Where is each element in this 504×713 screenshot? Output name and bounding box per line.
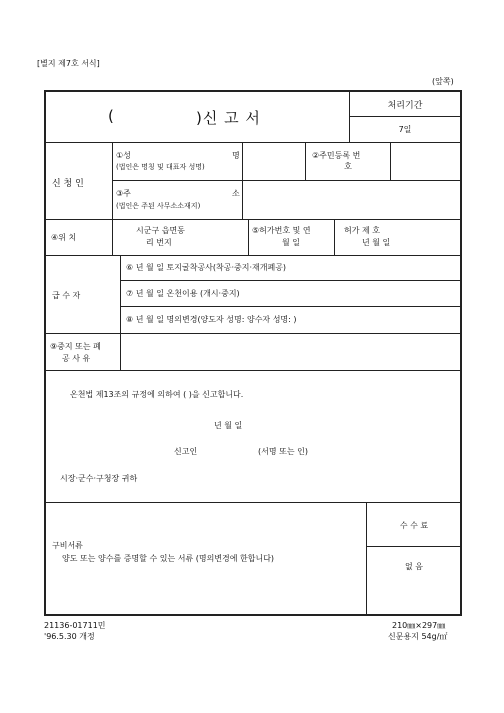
permit-value-left: [334, 219, 335, 255]
address-label-1: ③주: [116, 189, 131, 198]
name-sub: (법인은 명칭 및 대표자 성명): [116, 163, 205, 171]
paper-type: 신문용지 54g/㎡: [388, 632, 448, 641]
declaration-statement: 온천법 제13조의 규정에 의하여 ( )을 신고합니다.: [70, 390, 244, 399]
suspension-label-2: 공 사 유: [62, 354, 91, 363]
form-number: [별지 제7호 서식]: [37, 59, 100, 68]
addressee: 시장·군수·구청장 귀하: [60, 474, 138, 483]
name-label-2: 명: [232, 151, 240, 160]
row-line-4: [44, 333, 462, 334]
frame-top: [44, 90, 462, 92]
row-line-2: [44, 219, 462, 220]
frame-bottom: [44, 614, 462, 616]
form-title: )신 고 서: [196, 109, 261, 127]
report-col-divider: [120, 255, 121, 333]
district-line-1: 시군구 읍면동: [136, 226, 185, 235]
signature-label: (서명 또는 인): [258, 447, 308, 456]
district-line-2: 리 번지: [146, 238, 172, 247]
fee-col-divider: [366, 502, 367, 615]
reg-no-right: [390, 142, 391, 180]
title-open-paren: (: [108, 107, 114, 125]
frame-left: [44, 90, 46, 616]
suspension-col-divider: [120, 333, 121, 370]
documents-item: 양도 또는 양수를 증명할 수 있는 서류 (명의변경에 한합니다): [62, 554, 275, 563]
location-label: ④위 치: [51, 233, 77, 242]
documents-label: 구비서류: [52, 541, 83, 550]
address-value-left: [242, 180, 243, 219]
permit-no-line-2: 월 일: [282, 238, 300, 247]
revision-date: '96.5.30 개정: [44, 632, 95, 641]
permit-no-line-1: ⑤허가번호 및 연: [252, 226, 311, 235]
frame-right: [460, 90, 462, 616]
fee-divider: [366, 546, 461, 547]
permit-value-line-2: 년 월 일: [362, 238, 391, 247]
report-items-label: 급 수 자: [52, 291, 81, 300]
permit-label-left: [248, 219, 249, 255]
row-line-5: [44, 370, 462, 371]
reporter-label: 신고인: [174, 447, 198, 456]
row-line-1: [44, 142, 462, 143]
row-line-6: [44, 502, 462, 503]
applicant-label: 신 청 인: [52, 179, 84, 189]
fee-value: 없 음: [405, 562, 423, 571]
period-divider: [349, 116, 461, 117]
declaration-date: 년 월 일: [214, 421, 243, 430]
address-sub: (법인은 주된 사무소소재지): [116, 202, 201, 210]
fee-label: 수 수 료: [399, 521, 429, 530]
applicant-mid-line: [112, 180, 461, 181]
permit-value-line-1: 허가 제 호: [344, 226, 380, 235]
report-item-8: ⑧ 년 월 일 명의변경(양도자 성명: 양수자 성명: ): [126, 315, 297, 324]
suspension-label-1: ⑨중지 또는 폐: [50, 342, 101, 351]
front-side-label: (앞쪽): [432, 77, 454, 86]
reg-no-label: ②주민등록 번: [312, 151, 361, 160]
report-line-b: [120, 306, 461, 307]
name-label-1: ①성: [116, 151, 131, 160]
report-line-a: [120, 280, 461, 281]
report-item-7: ⑦ 년 월 일 온천이용 (개시·중지): [126, 289, 240, 298]
name-value-left: [242, 142, 243, 180]
paper-size: 210㎜×297㎜: [392, 621, 446, 630]
report-item-6: ⑥ 년 월 일 토지굴착공사(착공·중지·재개폐공): [126, 263, 287, 272]
row-line-3: [44, 255, 462, 256]
reg-no-label-2: 호: [344, 162, 352, 171]
processing-period-label: 처리기간: [387, 101, 423, 111]
form-code: 21136-01711민: [44, 621, 106, 630]
address-label-2: 소: [232, 189, 240, 198]
location-col-divider: [112, 219, 113, 255]
processing-period-value: 7일: [398, 125, 412, 134]
